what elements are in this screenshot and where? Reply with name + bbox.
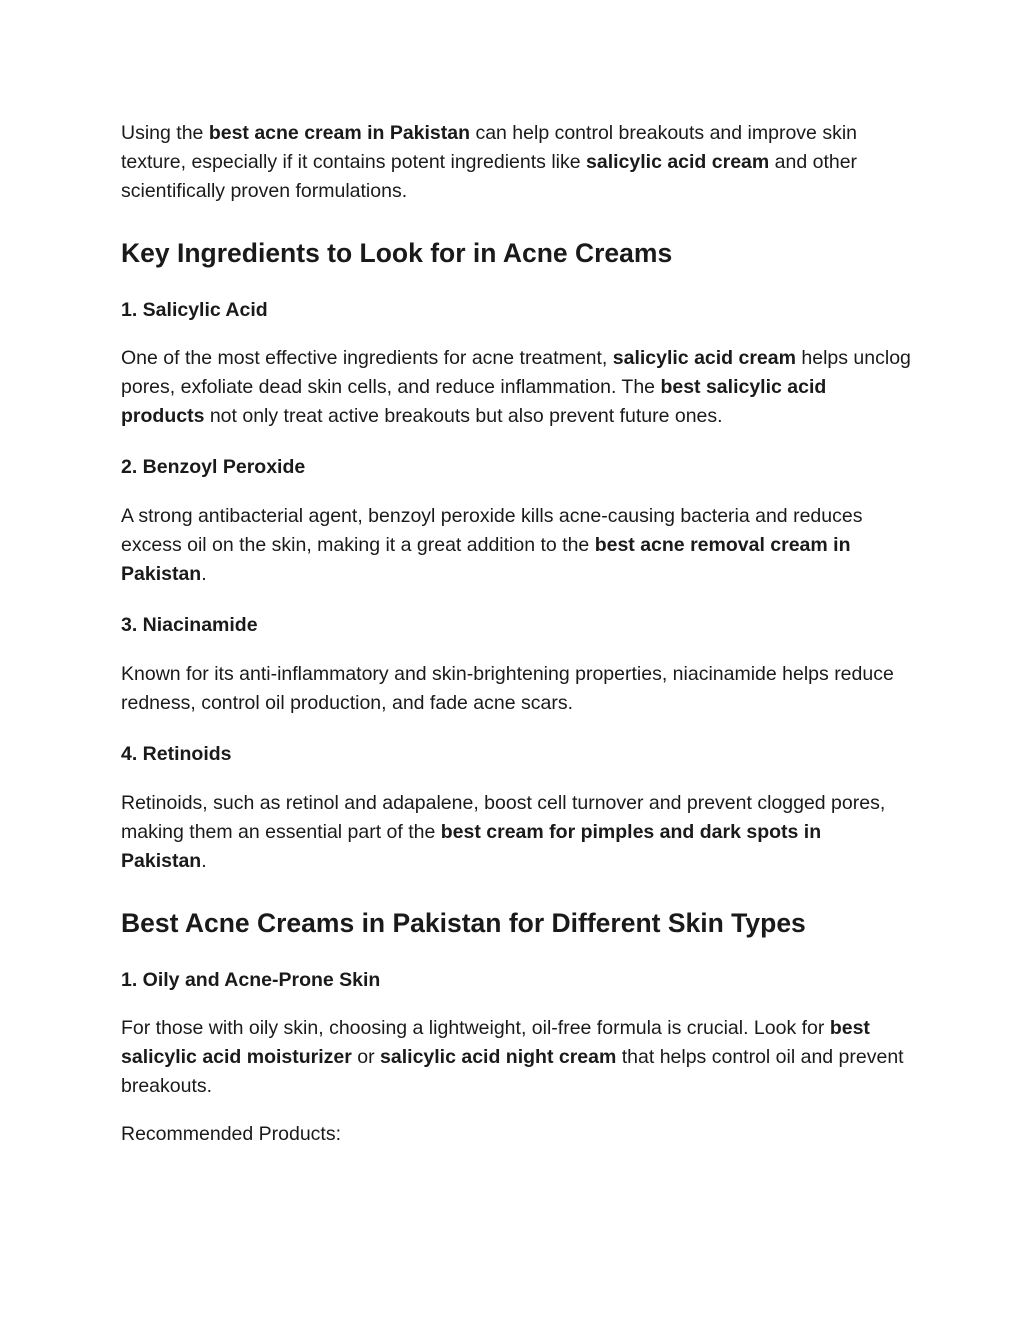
- skin-type-title-oily: 1. Oily and Acne-Prone Skin: [121, 969, 381, 991]
- section-paragraph-retinoids: [121, 789, 911, 876]
- skin-type-text: that helps control oil and prevent breakouts.: [121, 1046, 904, 1097]
- section-keyword: best salicylic acid products: [121, 376, 827, 427]
- intro-text-1: Using the: [121, 122, 209, 144]
- section-text: A strong antibacterial agent, benzoyl peroxide kills acne-causing bacteria and reduces excess oil on the skin, making it a great addition to the: [121, 505, 863, 556]
- section-text: Retinoids, such as retinol and adapalene, boost cell turnover and prevent clogged pores, making them an essential part of the: [121, 792, 886, 843]
- section-paragraph-salicylic-acid: [121, 344, 911, 431]
- section-text: helps unclog pores, exfoliate dead skin cells, and reduce inflammation. The: [121, 347, 911, 398]
- section-text: .: [201, 850, 207, 872]
- section-keyword: best acne removal cream in Pakistan: [121, 534, 851, 585]
- section-text: not only treat active breakouts but also prevent future ones.: [204, 405, 723, 427]
- section-text: Known for its anti-inflammatory and skin-brightening properties, niacinamide helps reduce redness, control oil production, and fade acne scars.: [121, 663, 894, 714]
- section-title-retinoids: 4. Retinoids: [121, 743, 232, 765]
- document-body: [121, 119, 911, 1149]
- intro-keyword-1: best acne cream in Pakistan: [208, 122, 471, 144]
- intro-text-3: and other scientifically proven formulations.: [121, 151, 858, 202]
- section-title-benzoyl-peroxide: 2. Benzoyl Peroxide: [121, 456, 306, 478]
- section-paragraph-benzoyl-peroxide: [121, 502, 911, 589]
- skin-type-paragraph-oily: [121, 1014, 911, 1101]
- intro-paragraph: [121, 119, 911, 206]
- skin-type-text: or: [351, 1046, 381, 1068]
- section-keyword: best cream for pimples and dark spots in Pakistan: [121, 821, 822, 872]
- skin-type-keyword: salicylic acid night cream: [380, 1046, 617, 1068]
- section-paragraph-niacinamide: [121, 660, 911, 718]
- section-title-salicylic-acid: 1. Salicylic Acid: [121, 299, 268, 321]
- skin-type-keyword: best salicylic acid moisturizer: [121, 1017, 870, 1068]
- section-keyword: salicylic acid cream: [612, 347, 796, 369]
- best-creams-heading: Best Acne Creams in Pakistan for Different Skin Types: [121, 908, 806, 938]
- intro-text-2: can help control breakouts and improve skin texture, especially if it contains potent ingredients like: [121, 122, 857, 173]
- key-ingredients-heading: Key Ingredients to Look for in Acne Creams: [121, 238, 673, 268]
- section-text: One of the most effective ingredients for acne treatment,: [121, 347, 613, 369]
- skin-type-text: For those with oily skin, choosing a lightweight, oil-free formula is crucial. Look for: [121, 1017, 830, 1039]
- recommended-products-label: Recommended Products:: [121, 1123, 342, 1145]
- section-title-niacinamide: 3. Niacinamide: [121, 614, 258, 636]
- section-text: .: [201, 563, 207, 585]
- intro-keyword-2: salicylic acid cream: [586, 151, 770, 173]
